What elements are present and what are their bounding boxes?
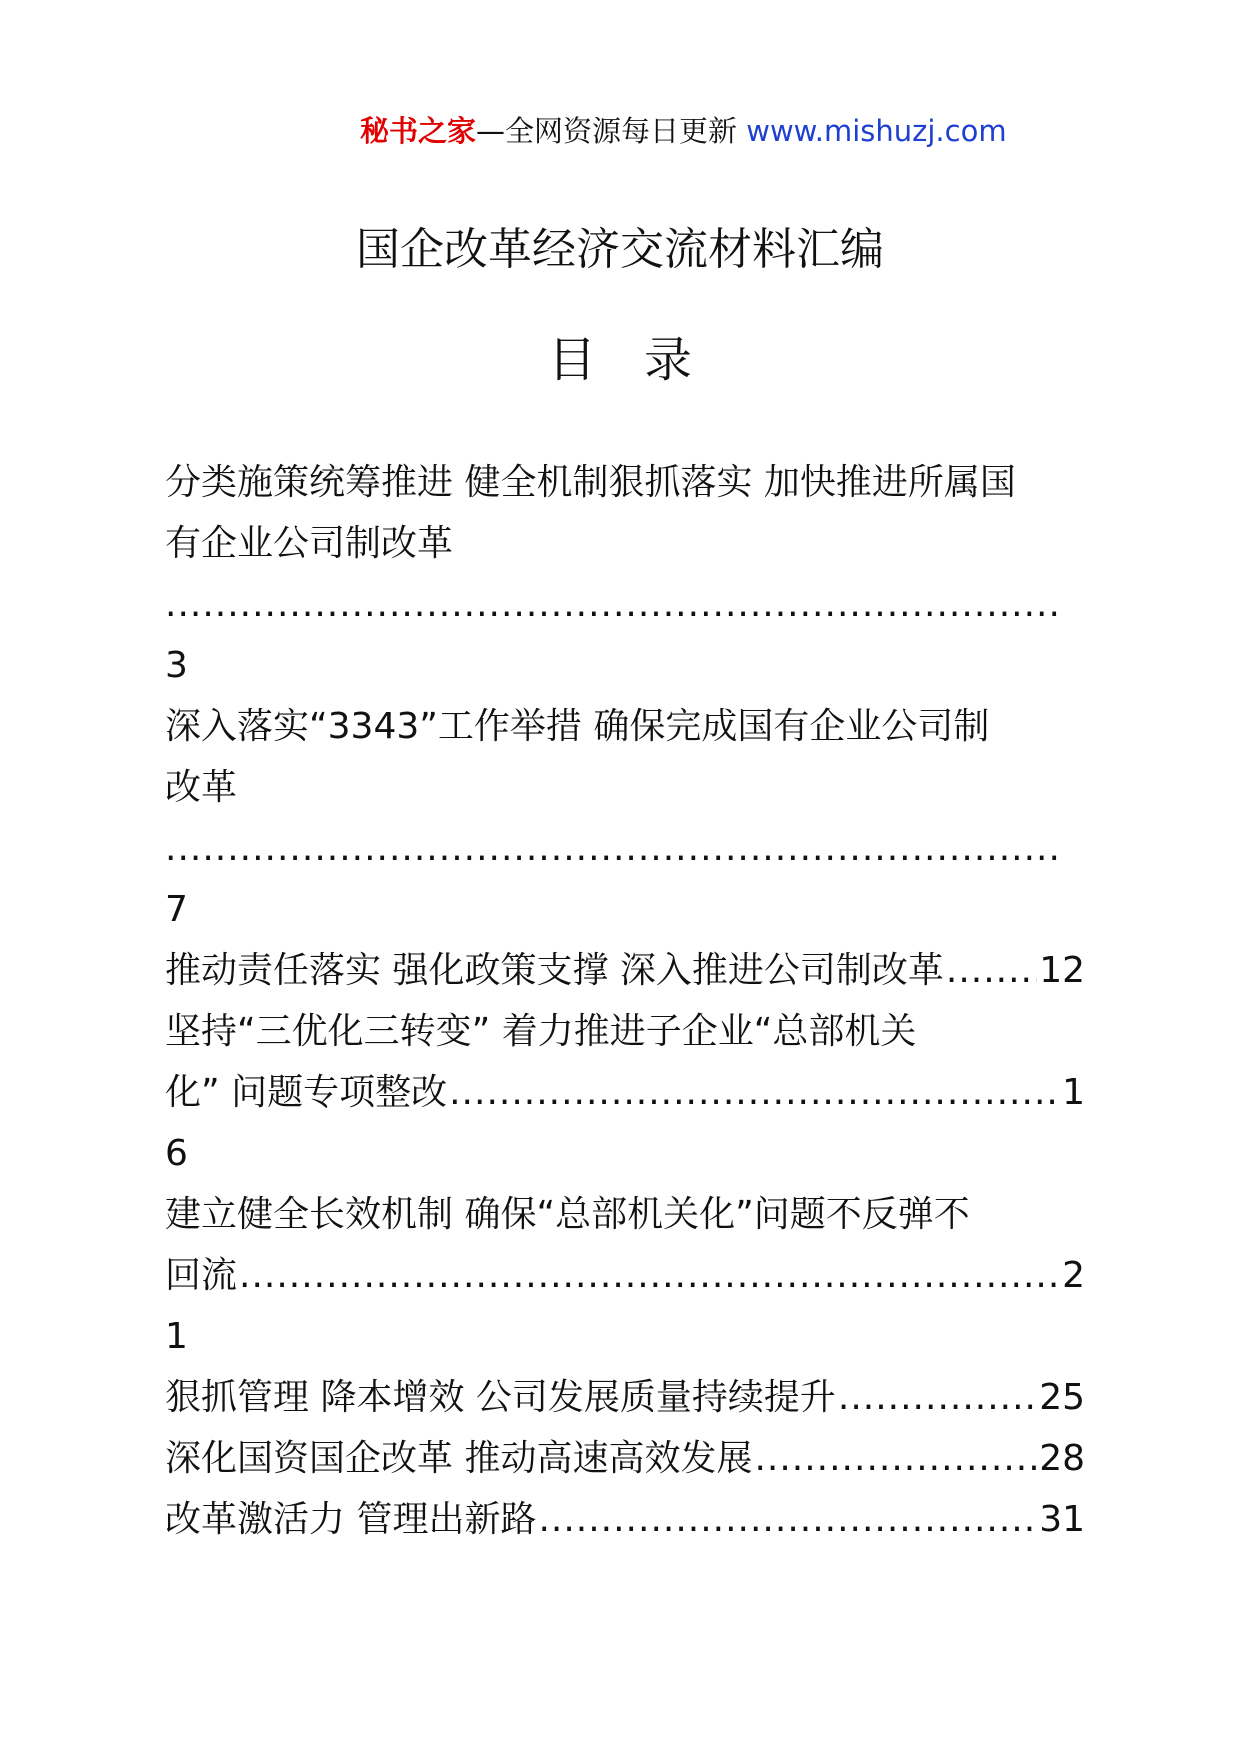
- toc-entry[interactable]: [165, 1489, 1085, 1550]
- toc-entry-title: 狠抓管理 降本增效 公司发展质量持续提升: [165, 1377, 836, 1418]
- toc-entry-title: 改革激活力 管理出新路: [165, 1499, 537, 1540]
- toc-page-number: 28: [1039, 1438, 1085, 1479]
- toc-heading: 目 录: [547, 332, 692, 388]
- site-brand: 秘书之家: [360, 114, 477, 148]
- toc-entry[interactable]: [165, 452, 1085, 696]
- toc-page-number-part: 1: [165, 1316, 188, 1357]
- site-tagline: —全网资源每日更新: [476, 114, 738, 148]
- toc-entry-title-line: 有企业公司制改革: [165, 523, 454, 564]
- toc-page-number: 7: [165, 889, 188, 930]
- toc-entry-title: 深化国资国企改革 推动高速高效发展: [165, 1438, 753, 1479]
- toc-entry-title-line: 深入落实“3343”工作举措 确保完成国有企业公司制: [165, 706, 990, 747]
- toc-page-number-part: 1: [1062, 1072, 1085, 1113]
- toc-leader: [165, 574, 1058, 635]
- toc-leader: [838, 1367, 1037, 1428]
- toc-leader: [946, 940, 1037, 1001]
- toc-leader-line: [165, 818, 1085, 879]
- toc-entry[interactable]: [165, 1184, 1085, 1367]
- toc-entry-title: 推动责任落实 强化政策支撑 深入推进公司制改革: [165, 950, 944, 991]
- toc-page-number-part: 2: [1062, 1255, 1085, 1296]
- toc-entry-title-line: 改革: [165, 767, 238, 808]
- toc-entry-title-line: 化” 问题专项整改: [165, 1072, 448, 1113]
- site-url-link[interactable]: www.mishuzj.com: [746, 114, 1007, 148]
- toc-leader: [538, 1489, 1037, 1550]
- toc-leader-line: [165, 574, 1085, 635]
- toc-leader: [165, 818, 1058, 879]
- toc-page-number: 3: [165, 645, 188, 686]
- toc-entry[interactable]: [165, 1001, 1085, 1184]
- table-of-contents: [165, 452, 1085, 1550]
- toc-page-number: 25: [1039, 1377, 1085, 1418]
- toc-entry[interactable]: [165, 940, 1085, 1001]
- toc-page-number: 12: [1039, 950, 1085, 991]
- toc-leader: [754, 1428, 1037, 1489]
- toc-leader: [449, 1062, 1060, 1123]
- toc-page-number-part: 6: [165, 1133, 188, 1174]
- document-title: 国企改革经济交流材料汇编: [356, 224, 884, 275]
- toc-entry[interactable]: [165, 696, 1085, 940]
- toc-leader: [239, 1245, 1060, 1306]
- toc-entry-title-line: 建立健全长效机制 确保“总部机关化”问题不反弹不: [165, 1194, 970, 1235]
- toc-entry-title-line: 回流: [165, 1255, 238, 1296]
- toc-entry[interactable]: [165, 1367, 1085, 1428]
- toc-entry-title-line: 分类施策统筹推进 健全机制狠抓落实 加快推进所属国: [165, 462, 1016, 503]
- toc-entry[interactable]: [165, 1428, 1085, 1489]
- toc-page-number: 31: [1039, 1499, 1085, 1540]
- toc-entry-title-line: 坚持“三优化三转变” 着力推进子企业“总部机关: [165, 1011, 917, 1052]
- site-banner: [360, 108, 1007, 154]
